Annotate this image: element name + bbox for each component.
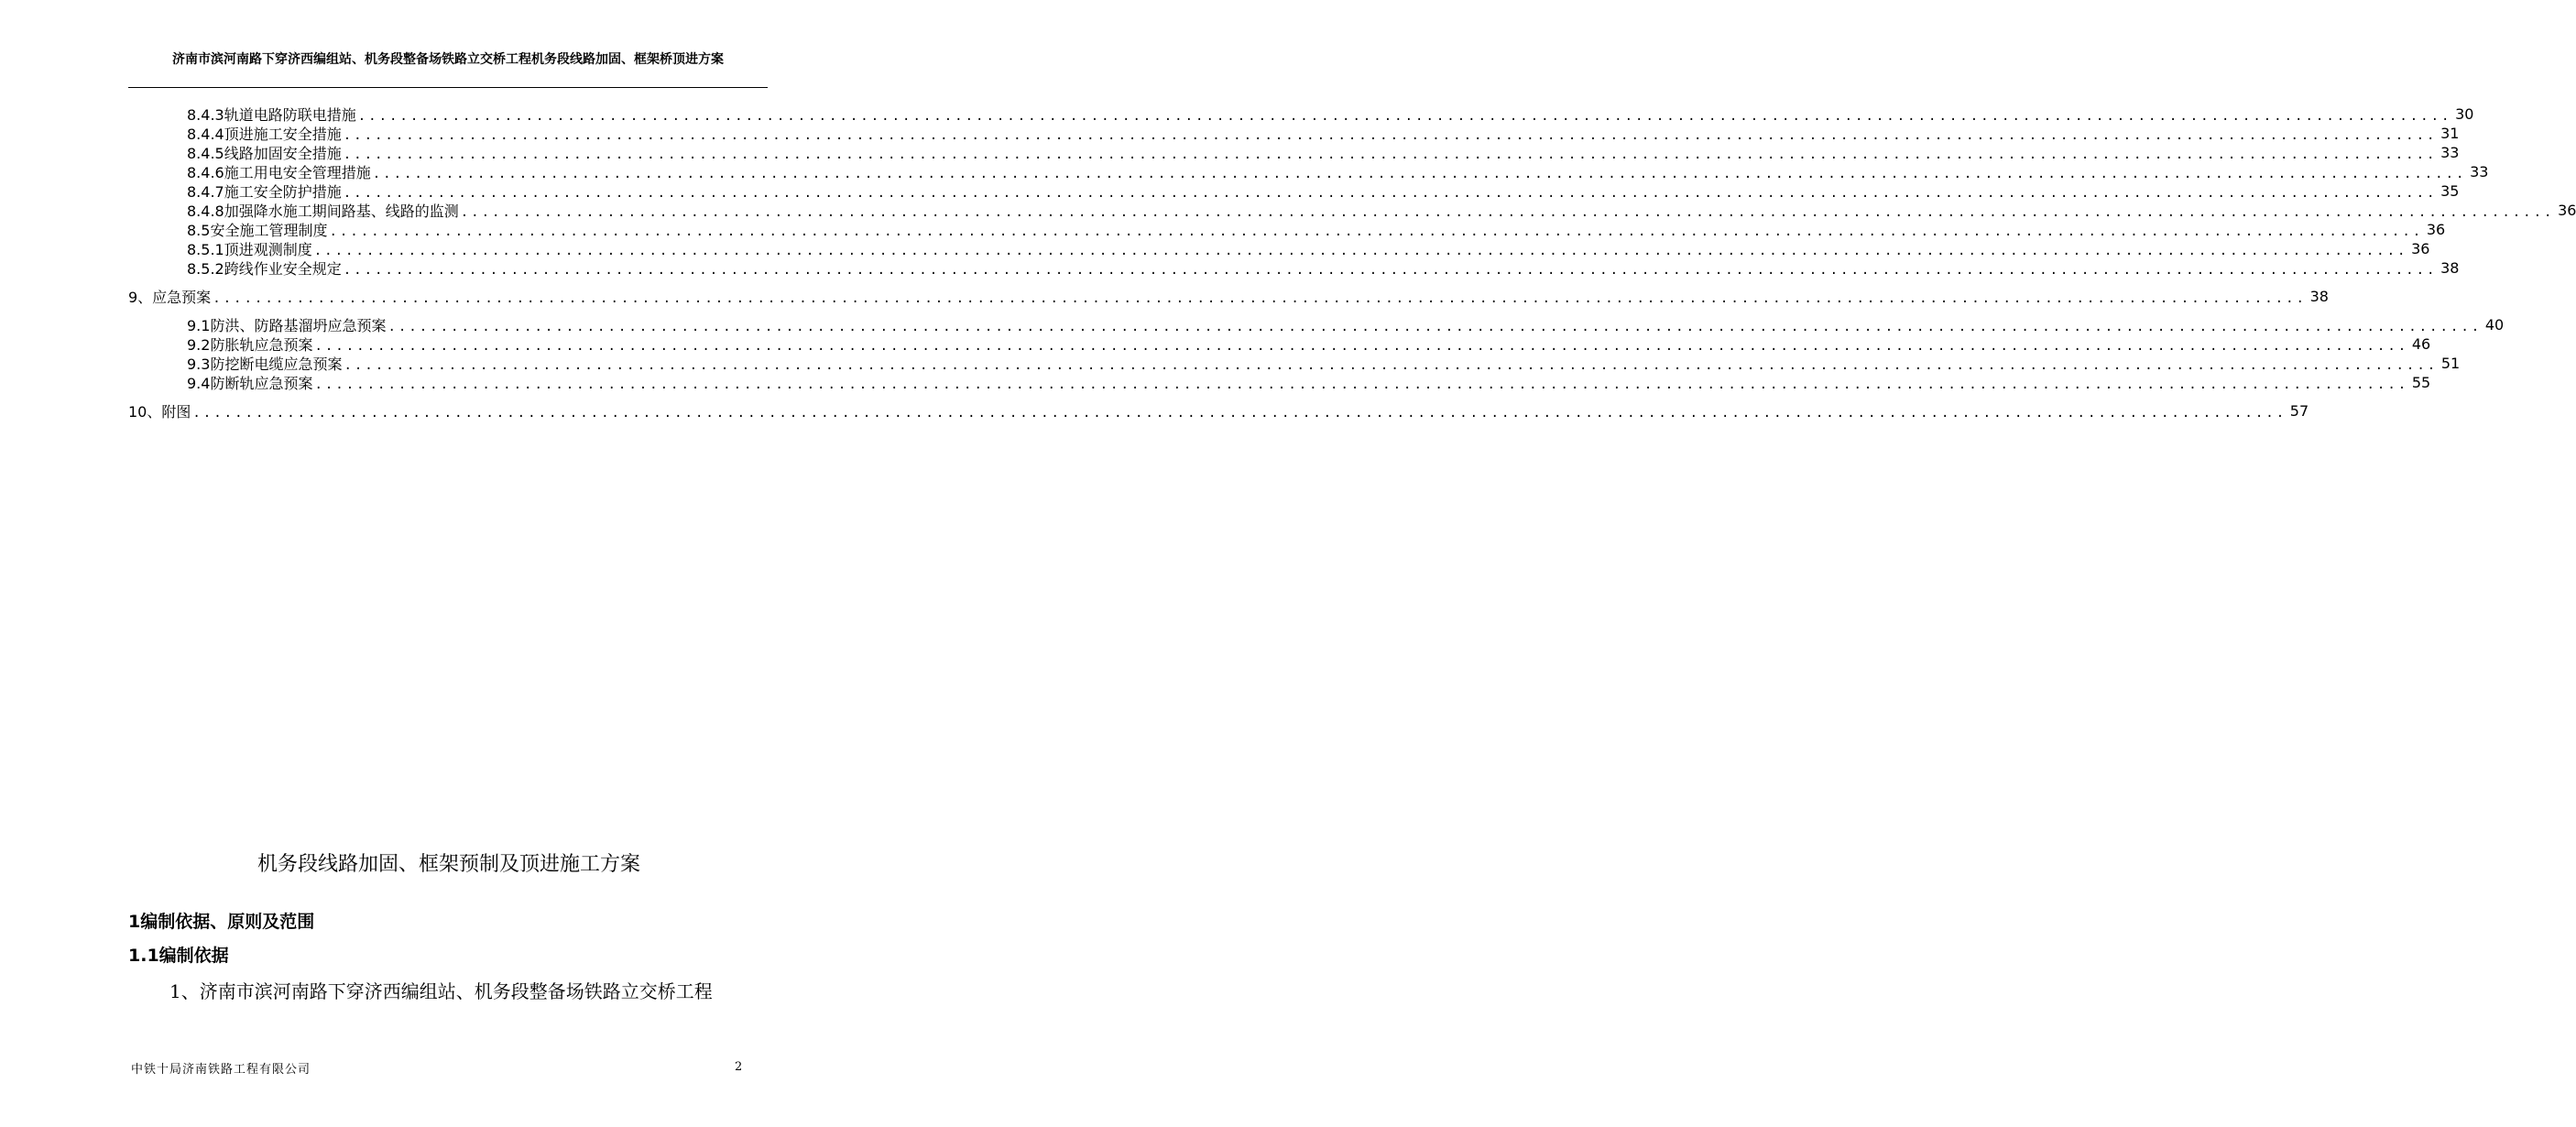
toc-leader-dots: ........................................................................................................................................................................................................ <box>213 290 2307 306</box>
toc-entry-title: 9.2防胀轨应急预案 <box>187 336 313 354</box>
toc-entry-page: 46 <box>2411 335 2431 353</box>
toc-entry-page: 33 <box>2440 144 2460 161</box>
toc-entry[interactable] <box>187 315 2505 334</box>
toc-entry[interactable] <box>187 373 2431 392</box>
toc-entry-title: 10、附图 <box>128 403 191 421</box>
toc-entry-page: 40 <box>2484 316 2505 334</box>
toc-entry[interactable] <box>187 124 2460 143</box>
toc-entry-title: 8.4.5线路加固安全措施 <box>187 145 342 162</box>
toc-leader-dots: ........................................................................................................................................................................................................ <box>460 204 2555 220</box>
toc-leader-dots: ........................................................................................................................................................................................................ <box>314 377 2409 392</box>
toc-entry-title: 8.4.3轨道电路防联电措施 <box>187 106 356 124</box>
toc-entry-title: 9.4防断轨应急预案 <box>187 375 313 392</box>
toc-entry[interactable] <box>187 334 2431 354</box>
toc-entry[interactable] <box>187 258 2460 278</box>
toc-entry-page: 36 <box>2558 202 2576 219</box>
toc-entry-page: 55 <box>2411 374 2431 391</box>
toc-leader-dots: ........................................................................................................................................................................................................ <box>343 147 2438 162</box>
toc-entry[interactable] <box>187 104 2474 124</box>
toc-entry-title: 9.3防挖断电缆应急预案 <box>187 356 343 373</box>
toc-entry-title: 8.4.4顶进施工安全措施 <box>187 126 342 143</box>
toc-leader-dots: ........................................................................................................................................................................................................ <box>314 338 2409 354</box>
toc-entry[interactable] <box>187 201 2576 220</box>
toc-leader-dots: ........................................................................................................................................................................................................ <box>343 262 2438 278</box>
toc-leader-dots: ........................................................................................................................................................................................................ <box>387 319 2483 334</box>
body-paragraph: 1、济南市滨河南路下穿济西编组站、机务段整备场铁路立交桥工程 <box>169 980 713 1002</box>
section-heading: 1编制依据、原则及范围 <box>128 912 315 932</box>
footer-company: 中铁十局济南铁路工程有限公司 <box>131 1063 311 1077</box>
toc-entry[interactable] <box>187 162 2489 181</box>
toc-leader-dots: ........................................................................................................................................................................................................ <box>357 108 2452 124</box>
toc-entry[interactable] <box>187 181 2460 201</box>
toc-entry[interactable] <box>187 239 2430 258</box>
header-divider <box>128 87 768 88</box>
toc-entry[interactable] <box>187 143 2460 162</box>
toc-entry-title: 8.5安全施工管理制度 <box>187 222 328 239</box>
toc-entry-page: 31 <box>2440 125 2460 142</box>
toc-leader-dots: ........................................................................................................................................................................................................ <box>313 243 2408 258</box>
toc-entry-page: 51 <box>2440 355 2461 372</box>
toc-leader-dots: ........................................................................................................................................................................................................ <box>329 224 2424 239</box>
document-title: 机务段线路加固、框架预制及顶进施工方案 <box>257 853 640 876</box>
toc-entry[interactable] <box>128 287 2329 306</box>
toc-entry[interactable] <box>187 354 2461 373</box>
toc-leader-dots: ........................................................................................................................................................................................................ <box>344 357 2439 373</box>
toc-leader-dots: ........................................................................................................................................................................................................ <box>192 405 2287 421</box>
toc-entry-title: 8.5.1顶进观测制度 <box>187 241 312 258</box>
toc-leader-dots: ........................................................................................................................................................................................................ <box>343 185 2438 201</box>
toc-entry-title: 8.4.6施工用电安全管理措施 <box>187 164 371 181</box>
toc-entry-page: 36 <box>2411 240 2430 257</box>
toc-entry-page: 30 <box>2455 105 2474 123</box>
toc-entry[interactable] <box>128 401 2309 421</box>
toc-entry-title: 9、应急预案 <box>128 289 212 306</box>
subsection-heading: 1.1编制依据 <box>128 946 229 966</box>
toc-entry-title: 8.4.8加强降水施工期间路基、线路的监测 <box>187 202 459 220</box>
toc-leader-dots: ........................................................................................................................................................................................................ <box>343 127 2438 143</box>
toc-leader-dots: ........................................................................................................................................................................................................ <box>372 166 2467 181</box>
toc-entry-title: 9.1防洪、防路基溜坍应急预案 <box>187 317 387 334</box>
toc-entry-page: 57 <box>2289 402 2309 420</box>
toc-entry-page: 33 <box>2470 163 2489 181</box>
toc-entry-title: 8.5.2跨线作业安全规定 <box>187 260 342 278</box>
footer-page-number: 2 <box>735 1060 743 1074</box>
toc-entry-title: 8.4.7施工安全防护措施 <box>187 183 342 201</box>
toc-entry-page: 36 <box>2426 221 2446 238</box>
toc-entry[interactable] <box>187 220 2446 239</box>
toc-entry-page: 38 <box>2440 259 2460 277</box>
toc-entry-page: 35 <box>2440 182 2460 200</box>
toc-entry-page: 38 <box>2309 288 2329 305</box>
page-header: 济南市滨河南路下穿济西编组站、机务段整备场铁路立交桥工程机务段线路加固、框架桥顶进方案 <box>172 52 724 67</box>
